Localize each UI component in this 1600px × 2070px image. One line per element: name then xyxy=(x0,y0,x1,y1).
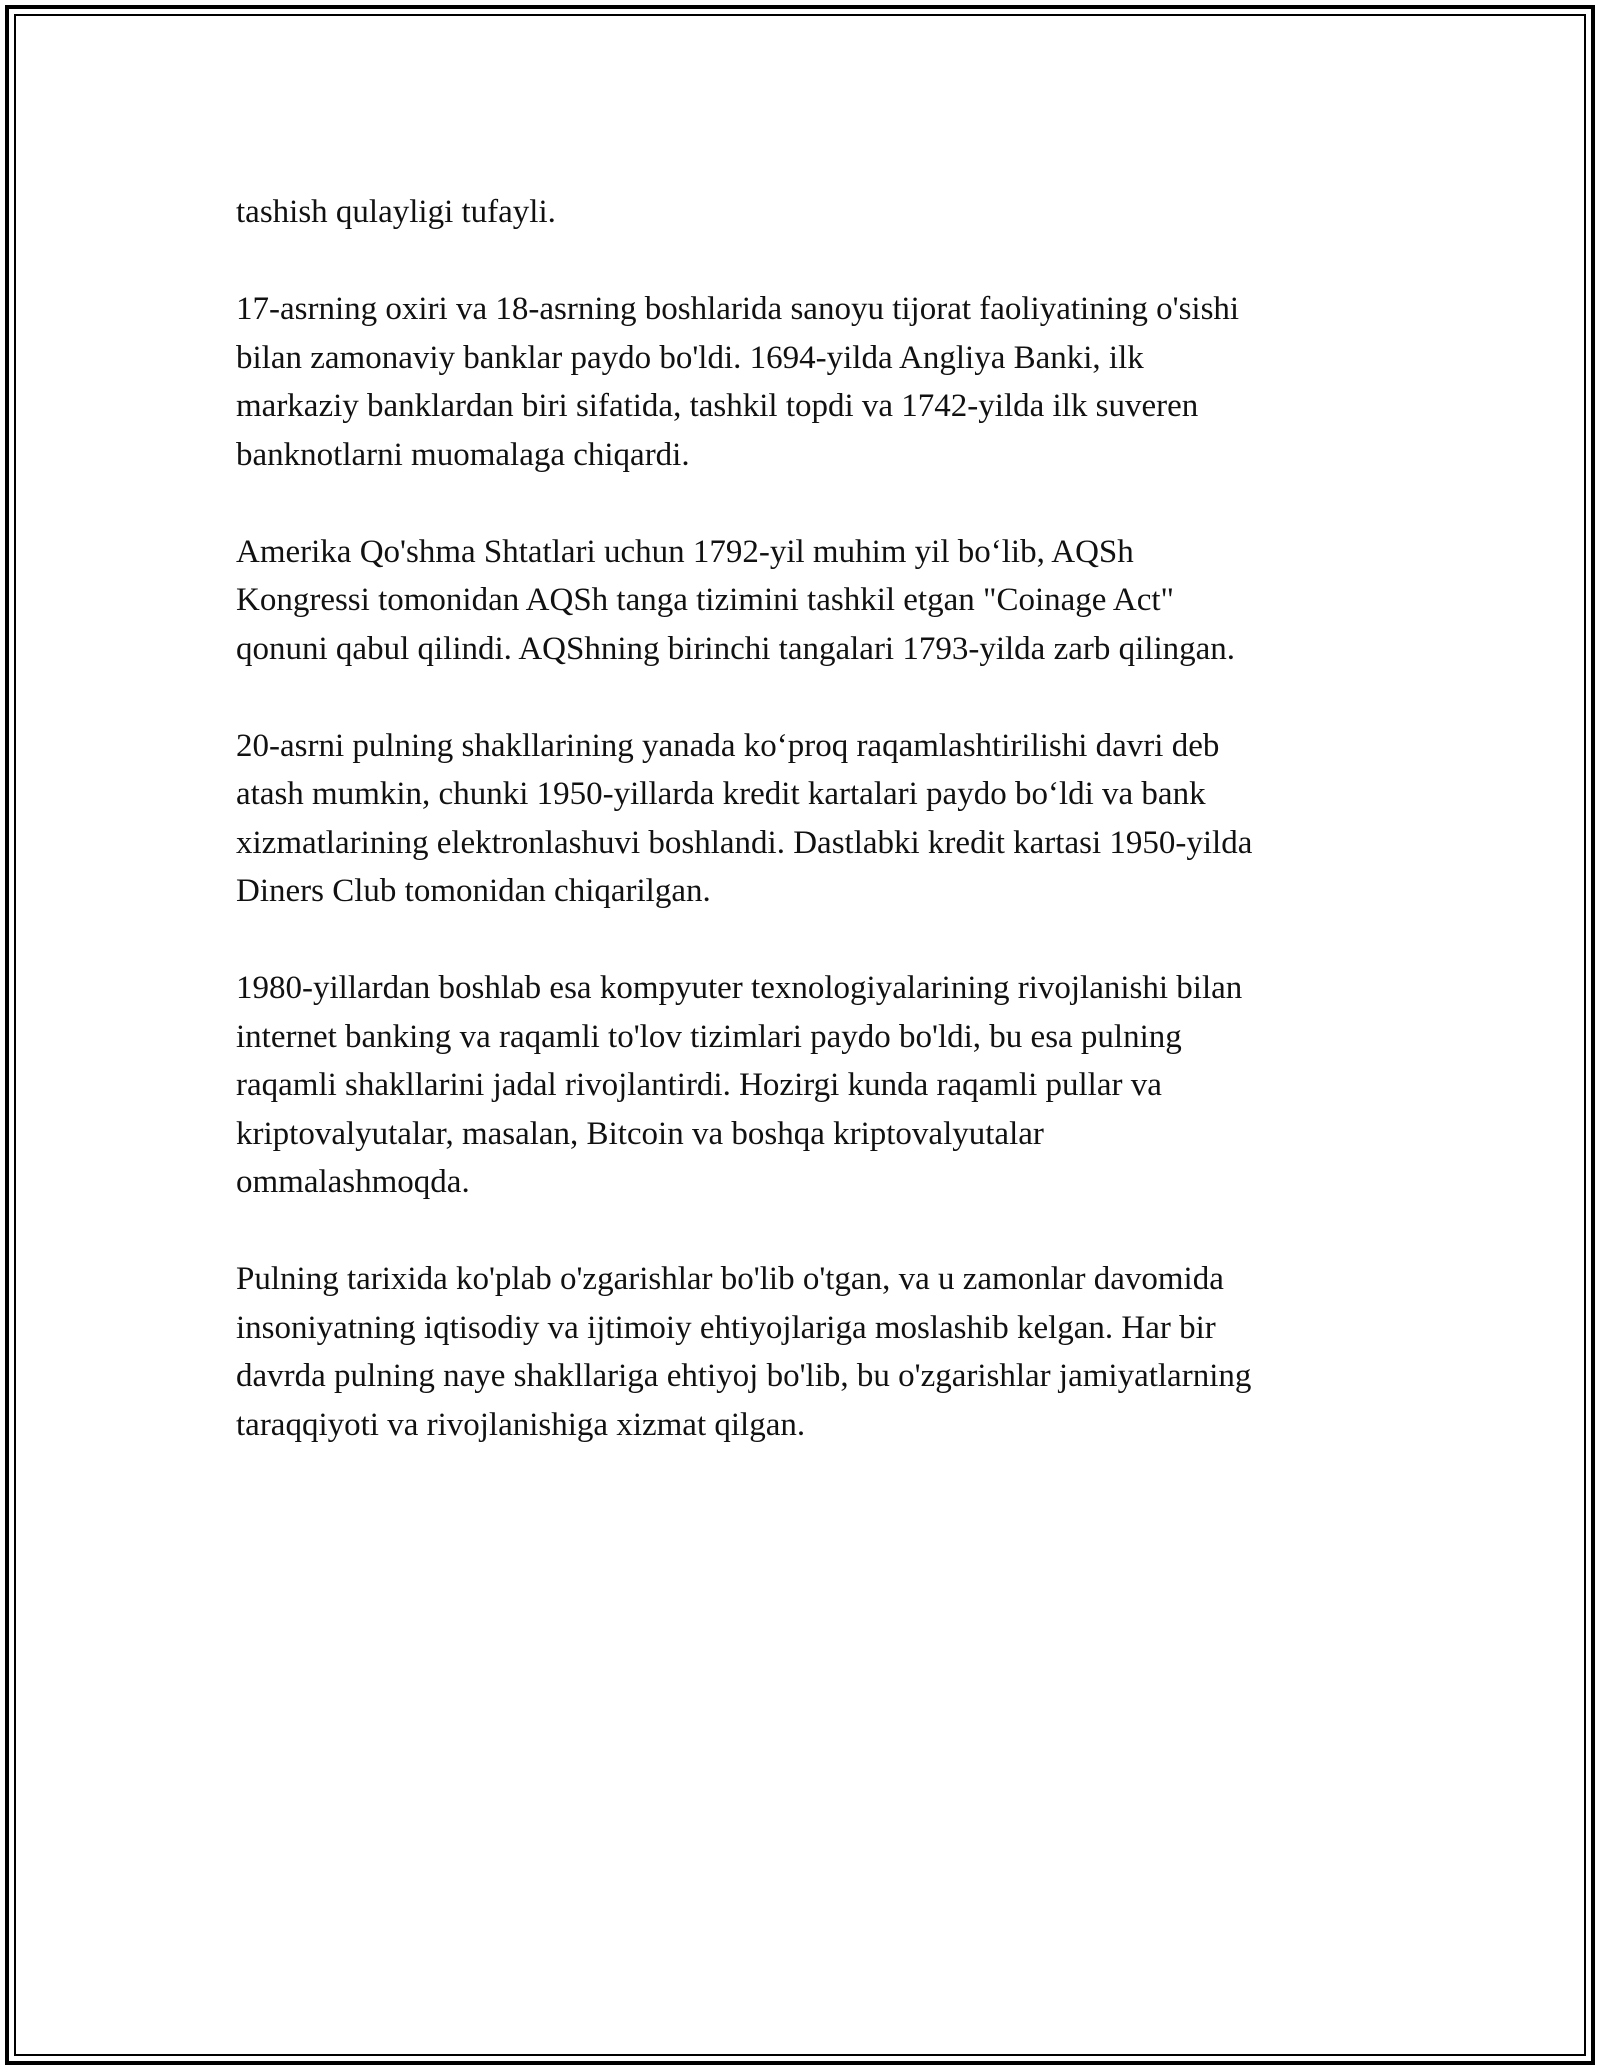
paragraph-2 xyxy=(236,285,1376,479)
text-line: 17-asrning oxiri va 18-asrning boshlarida sanoyu tijorat faoliyatining o'sishi xyxy=(236,291,1240,327)
text-line: raqamli shakllarini jadal rivojlantirdi. Hozirgi kunda raqamli pullar va xyxy=(236,1067,1162,1103)
text-line: Diners Club tomonidan chiqarilgan. xyxy=(236,873,711,909)
text-line: taraqqiyoti va rivojlanishiga xizmat qilgan. xyxy=(236,1406,806,1443)
text-line: 1980-yillardan boshlab esa kompyuter texnologiyalarining rivojlanishi bilan xyxy=(236,970,1243,1006)
text-line: kriptovalyutalar, masalan, Bitcoin va boshqa kriptovalyutalar xyxy=(236,1115,1044,1152)
text-line: tashish qulayligi tufayli. xyxy=(236,194,556,230)
text-line: bilan zamonaviy banklar paydo bo'ldi. 1694-yilda Angliya Banki, ilk xyxy=(236,339,1144,376)
text-line: Kongressi tomonidan AQSh tanga tizimini tashkil etgan "Coinage Act" xyxy=(236,582,1174,618)
paragraph-4 xyxy=(236,722,1376,916)
paragraph-3 xyxy=(236,528,1376,674)
paragraph-5 xyxy=(236,964,1376,1207)
text-line: ommalashmoqda. xyxy=(236,1164,470,1200)
paragraph-1 xyxy=(236,188,1376,237)
text-line: markaziy banklardan biri sifatida, tashkil topdi va 1742-yilda ilk suveren xyxy=(236,388,1199,424)
text-line: banknotlarni muomalaga chiqardi. xyxy=(236,436,690,473)
text-line: 20-asrni pulning shakllarining yanada ko‘proq raqamlashtirilishi davri deb xyxy=(236,727,1220,764)
text-line: xizmatlarining elektronlashuvi boshlandi. Dastlabki kredit kartasi 1950-yilda xyxy=(236,824,1253,861)
text-line: qonuni qabul qilindi. AQShning birinchi tangalari 1793-yilda zarb qilingan. xyxy=(236,630,1236,667)
text-line: atash mumkin, chunki 1950-yillarda kredit kartalari paydo bo‘ldi va bank xyxy=(236,776,1206,812)
text-line: insoniyatning iqtisodiy va ijtimoiy ehtiyojlariga moslashib kelgan. Har bir xyxy=(236,1309,1216,1346)
text-line: internet banking va raqamli to'lov tizimlari paydo bo'ldi, bu esa pulning xyxy=(236,1018,1182,1055)
text-line: davrda pulning naye shakllariga ehtiyoj bo'lib, bu o'zgarishlar jamiyatlarning xyxy=(236,1358,1252,1394)
text-line: Pulning tarixida ko'plab o'zgarishlar bo'lib o'tgan, va u zamonlar davomida xyxy=(236,1261,1224,1297)
paragraph-6 xyxy=(236,1255,1376,1449)
text-line: Amerika Qo'shma Shtatlari uchun 1792-yil muhim yil bo‘lib, AQSh xyxy=(236,533,1134,570)
document-body xyxy=(236,188,1376,1498)
